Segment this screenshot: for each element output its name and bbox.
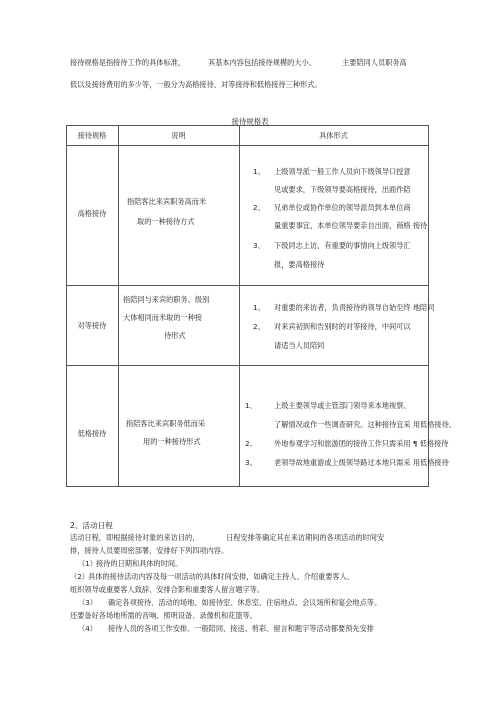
list-num: （1）: [78, 559, 97, 568]
list-num: （2）: [70, 572, 89, 581]
form-num: 2、: [245, 439, 257, 448]
table-border-top: [66, 125, 429, 126]
form-line: 对来宾初到和告别时的对等接待，中间可以: [274, 322, 411, 331]
form-line: 对重要的来访者，负责接待的领导自始至终 地陪同: [274, 303, 435, 312]
form-line: 上级主要领导或主管部门领导来本地视察、: [274, 401, 411, 410]
intro-text-1c: 主要陪同人员职务高: [342, 58, 407, 67]
list-num: （4）: [78, 624, 97, 633]
section-para-1b: 日程安排等确定其在来访期间的各项活动的时间安: [226, 533, 385, 542]
form-num: 3、: [245, 458, 257, 467]
header-forms: 具体形式: [319, 131, 348, 140]
desc-line: 指陪客比来宾职务低而采: [126, 419, 206, 428]
table-row-divider-1: [66, 285, 429, 286]
list-item: 还要备好各场地所需的音响、照明设备、录像机和花篮等。: [70, 611, 257, 620]
table-col-divider-1: [118, 125, 119, 487]
desc-line: 指陪同与来宾的职务、级别: [123, 295, 210, 304]
desc-line: 用的一种接待形式: [143, 437, 201, 446]
list-item: 接待的日期和具体的时间。: [96, 559, 183, 568]
table-title: 接待规格表: [231, 117, 269, 126]
form-line: 外地参观学习和旅游团的接待工作只需采用 ¶ 低格接待: [274, 439, 449, 448]
table-col-divider-2: [239, 125, 240, 487]
section-para-1a: 活动日程，即根据接待对象的来访目的，: [70, 533, 200, 542]
form-line: 下级同志上访，有重要的事情向上级领导汇: [274, 241, 411, 250]
table-header-divider: [66, 145, 429, 146]
desc-line: 指陪客比来宾职务高而米: [127, 197, 207, 206]
row-level-equal: 对等接待: [77, 321, 107, 330]
desc-line: 取的一种接待方式: [137, 217, 195, 226]
form-num: 2、: [253, 203, 265, 212]
list-item: 确定各项接待、活动的场地、如接待室、休息室、住宿地点、会议场所和宴会地点等。: [108, 598, 382, 607]
intro-text-1a: 接待规格是指接待工作的具体标准，: [70, 58, 186, 67]
form-line: 见或要求，下级领导要高格接待，出面作陪: [274, 185, 411, 194]
form-line: 上级领导派一般工作人员向下级领导口授意: [274, 167, 411, 176]
form-line: 请适当人员陪同: [274, 341, 325, 350]
header-desc: 说明: [171, 131, 186, 140]
reception-spec-table: [66, 125, 456, 487]
list-item: 具体的接待活动内容及每一项活动的具体时间安排，如确定主持人、介绍重要客人、: [88, 572, 354, 581]
desc-line: 大体相同而米取的一种接: [123, 313, 203, 322]
section-para-1c: 排，接待人员要周密部署，安排好下列四项内容。: [70, 546, 229, 555]
form-num: 1、: [253, 167, 265, 176]
list-item: 接待人员的各项工作安排。一般陪同、接送、剪彩、留言和题字等活动都要预先安排: [108, 624, 374, 633]
section-heading: 2、活动日程: [70, 521, 113, 530]
form-line: 了解情况或作一些调查研究。这种接待宜采 用低格接待。: [274, 420, 456, 429]
list-item: 组织领导或重要客人致辞、安排合影和重要客人留言题字等。: [70, 585, 265, 594]
form-num: 3、: [253, 241, 265, 250]
list-num: （3）: [78, 598, 97, 607]
form-num: 2、: [253, 322, 265, 331]
header-level: 接待规格: [77, 131, 107, 140]
intro-text-2: 低以及接待费用的多少等，一般分为高格接待、对等接待和低格接待三种形式。: [70, 80, 322, 89]
form-line: 兄弟单位或协作单位的领导派员到本单位商: [274, 203, 411, 212]
intro-text-1b: 其基本内容包括接待规模的大小、: [208, 58, 316, 67]
form-line: 报，要高格接待: [274, 260, 325, 269]
form-num: 1、: [253, 303, 265, 312]
desc-line: 待形式: [164, 331, 186, 340]
table-border-bottom: [66, 486, 429, 487]
row-level-high: 高格接待: [77, 209, 107, 218]
form-line: 量重要事宜，本单位领导要亲自出面，商格 接待: [274, 221, 428, 230]
table-row-divider-2: [66, 365, 429, 366]
form-num: 1、: [245, 401, 257, 410]
form-line: 老领导故地重游或上级领导路过本地只需采 用低格接待: [274, 458, 449, 467]
row-level-low: 低格接待: [77, 429, 107, 438]
